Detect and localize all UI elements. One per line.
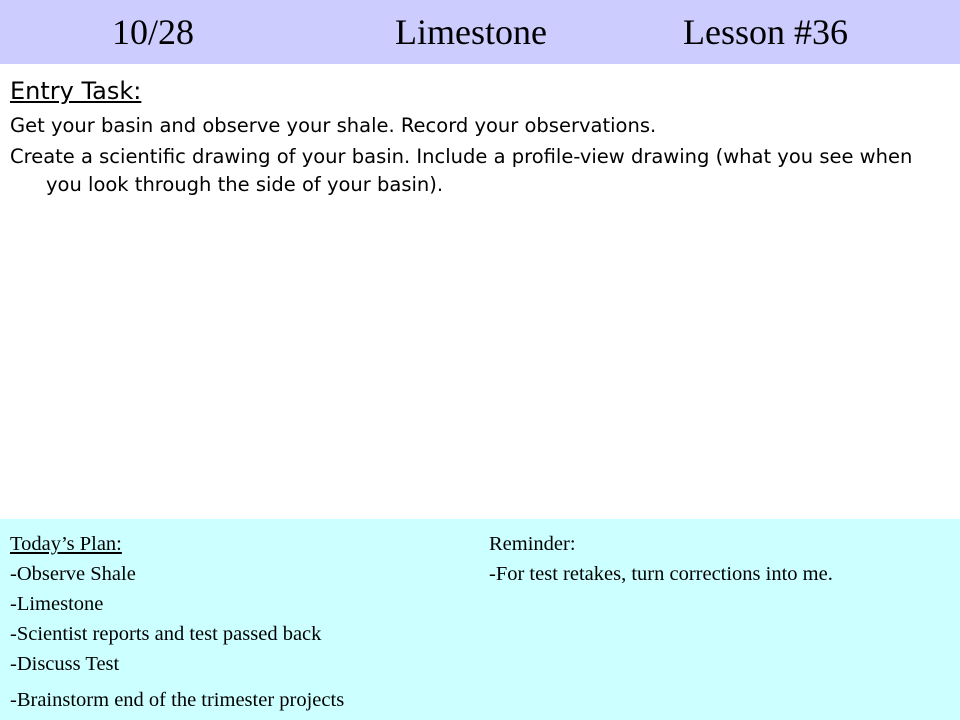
lesson-number: Lesson #36 (683, 12, 848, 52)
lesson-date: 10/28 (112, 12, 195, 52)
plan-item: -Scientist reports and test passed back (10, 623, 322, 645)
todays-plan-column (10, 529, 344, 715)
title-bar (0, 0, 960, 64)
plan-item: -Discuss Test (10, 653, 120, 675)
entry-task-heading: Entry Task: (10, 77, 142, 105)
reminder-column (489, 529, 833, 589)
reminder-item: -For test retakes, turn corrections into me. (489, 563, 833, 585)
entry-task-section (10, 76, 930, 202)
plan-item: -Limestone (10, 593, 104, 615)
bottom-panel (0, 519, 960, 720)
plan-item: -Brainstorm end of the trimester projects (10, 689, 345, 711)
entry-task-paragraph: Create a scientific drawing of your basin. Include a profile-view drawing (what you see when you look through the side of your basin). (10, 145, 913, 196)
plan-item: -Observe Shale (10, 563, 136, 585)
entry-task-paragraph: Get your basin and observe your shale. Record your observations. (10, 114, 657, 137)
reminder-heading: Reminder: (489, 533, 576, 555)
lesson-topic: Limestone (395, 12, 547, 52)
todays-plan-heading: Today’s Plan: (10, 533, 122, 555)
